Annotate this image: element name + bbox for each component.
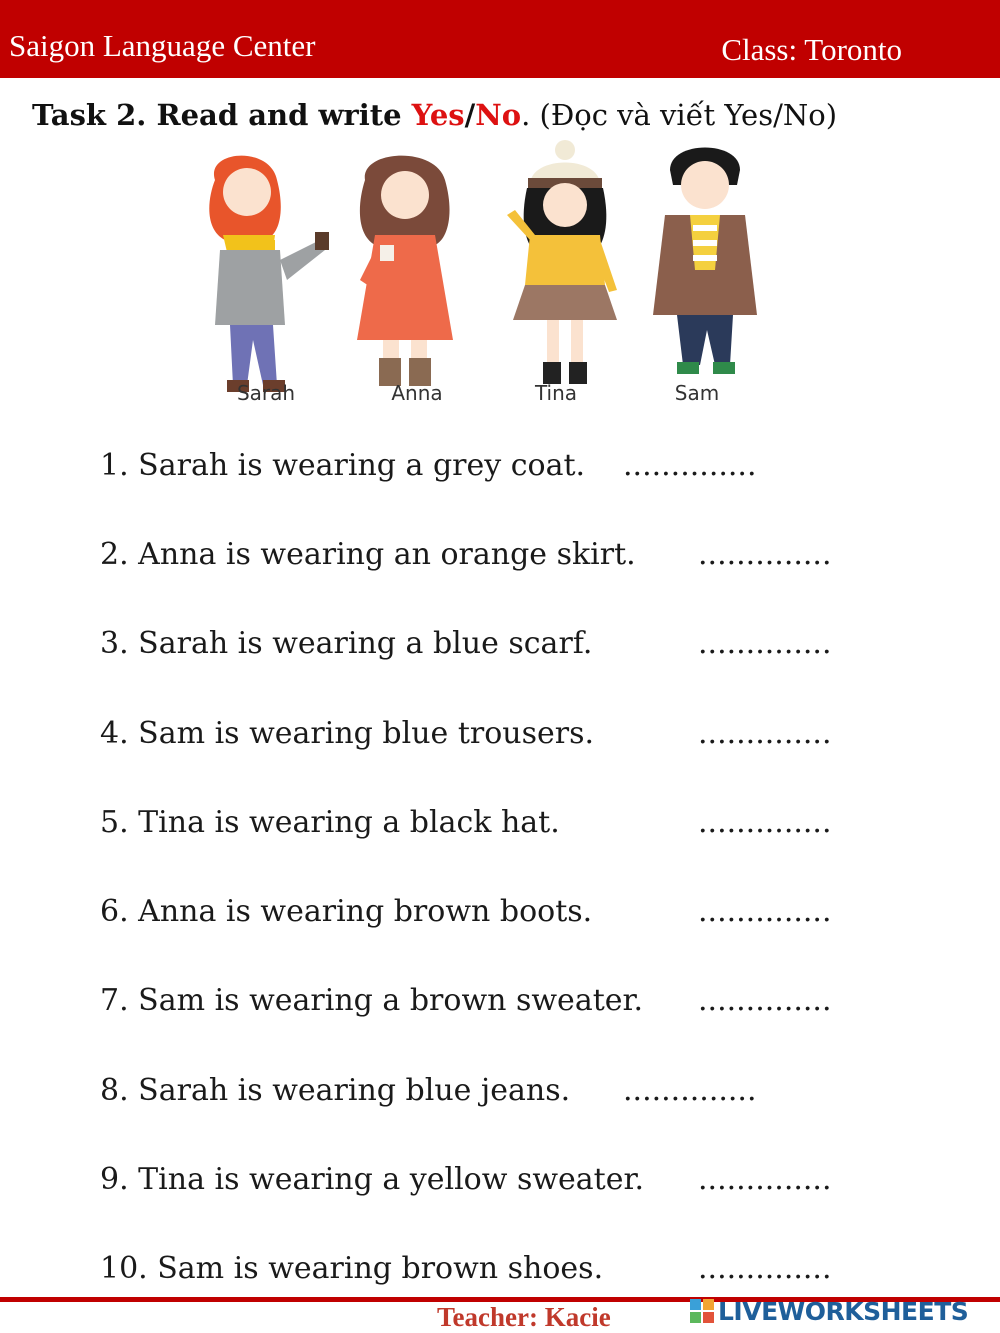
liveworksheets-logo-text: LIVEWORKSHEETS xyxy=(718,1296,969,1326)
question-4: 4. Sam is wearing blue trousers. xyxy=(100,716,595,751)
answer-blank-4[interactable]: .............. xyxy=(698,716,832,751)
task-title-suffix: . (Đọc và viết Yes/No) xyxy=(521,98,838,132)
character-label-anna: Anna xyxy=(391,381,443,405)
task-title-prefix: Task 2. Read and write xyxy=(32,98,412,132)
header-bar xyxy=(0,0,1000,78)
answer-blank-7[interactable]: .............. xyxy=(698,983,832,1018)
teacher-name: Teacher: Kacie xyxy=(437,1302,611,1332)
question-10: 10. Sam is wearing brown shoes. xyxy=(100,1251,604,1286)
question-7: 7. Sam is wearing a brown sweater. xyxy=(100,983,644,1018)
class-name: Class: Toronto xyxy=(721,32,902,67)
question-6: 6. Anna is wearing brown boots. xyxy=(100,894,593,929)
answer-blank-3[interactable]: .............. xyxy=(698,626,832,661)
liveworksheets-logo[interactable] xyxy=(690,1296,968,1326)
character-label-sarah: Sarah xyxy=(236,381,296,405)
answer-blank-8[interactable]: .............. xyxy=(623,1073,757,1108)
answer-blank-2[interactable]: .............. xyxy=(698,537,832,572)
task-title-slash: / xyxy=(464,98,476,132)
answer-blank-10[interactable]: .............. xyxy=(698,1251,832,1286)
answer-blank-9[interactable]: .............. xyxy=(698,1162,832,1197)
task-title xyxy=(32,98,837,132)
question-8: 8. Sarah is wearing blue jeans. xyxy=(100,1073,571,1108)
question-3: 3. Sarah is wearing a blue scarf. xyxy=(100,626,593,661)
task-title-yes: Yes xyxy=(411,98,465,132)
anna-figure xyxy=(357,156,453,386)
task-title-no: No xyxy=(475,98,522,132)
tina-figure xyxy=(507,140,617,384)
character-label-sam: Sam xyxy=(674,381,720,405)
question-5: 5. Tina is wearing a black hat. xyxy=(100,805,560,840)
sarah-figure xyxy=(209,156,329,392)
liveworksheets-logo-icon xyxy=(690,1299,714,1323)
question-1: 1. Sarah is wearing a grey coat. xyxy=(100,448,586,483)
characters-illustration xyxy=(185,140,765,415)
answer-blank-5[interactable]: .............. xyxy=(698,805,832,840)
answer-blank-1[interactable]: .............. xyxy=(623,448,757,483)
sam-figure xyxy=(653,148,757,375)
answer-blank-6[interactable]: .............. xyxy=(698,894,832,929)
character-label-tina: Tina xyxy=(534,381,578,405)
question-2: 2. Anna is wearing an orange skirt. xyxy=(100,537,636,572)
question-9: 9. Tina is wearing a yellow sweater. xyxy=(100,1162,645,1197)
center-name: Saigon Language Center xyxy=(9,28,316,63)
